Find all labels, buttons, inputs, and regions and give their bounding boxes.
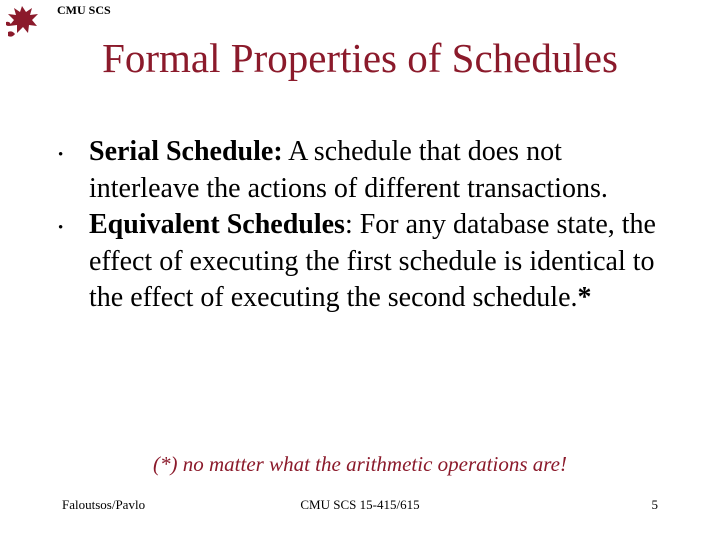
footer-course: CMU SCS 15-415/615 xyxy=(300,497,420,512)
bullet-text xyxy=(89,134,664,207)
bullet-description: : For any database state, the effect of executing the first schedule is identical to the effect of executing the second schedule. xyxy=(89,209,656,313)
bullet-text xyxy=(89,207,664,317)
bullet-term: Serial Schedule: xyxy=(89,136,283,167)
header-label: CMU SCS xyxy=(57,3,111,17)
slide-title: Formal Properties of Schedules xyxy=(102,35,618,81)
footnote-marker: * xyxy=(577,282,592,313)
bullet-term: Equivalent Schedules xyxy=(89,209,345,240)
bullet-dot: • xyxy=(58,220,64,236)
page-number: 5 xyxy=(651,497,658,512)
bullet-description: A schedule that does not interleave the actions of different transactions. xyxy=(89,136,608,204)
bullet-item-serial-schedule xyxy=(58,134,698,207)
footer-authors: Faloutsos/Pavlo xyxy=(62,497,146,512)
bullet-dot: • xyxy=(58,147,64,163)
footnote: (*) no matter what the arithmetic operations are! xyxy=(153,452,567,476)
bullet-list xyxy=(58,134,698,317)
bullet-item-equivalent-schedules xyxy=(58,207,698,317)
